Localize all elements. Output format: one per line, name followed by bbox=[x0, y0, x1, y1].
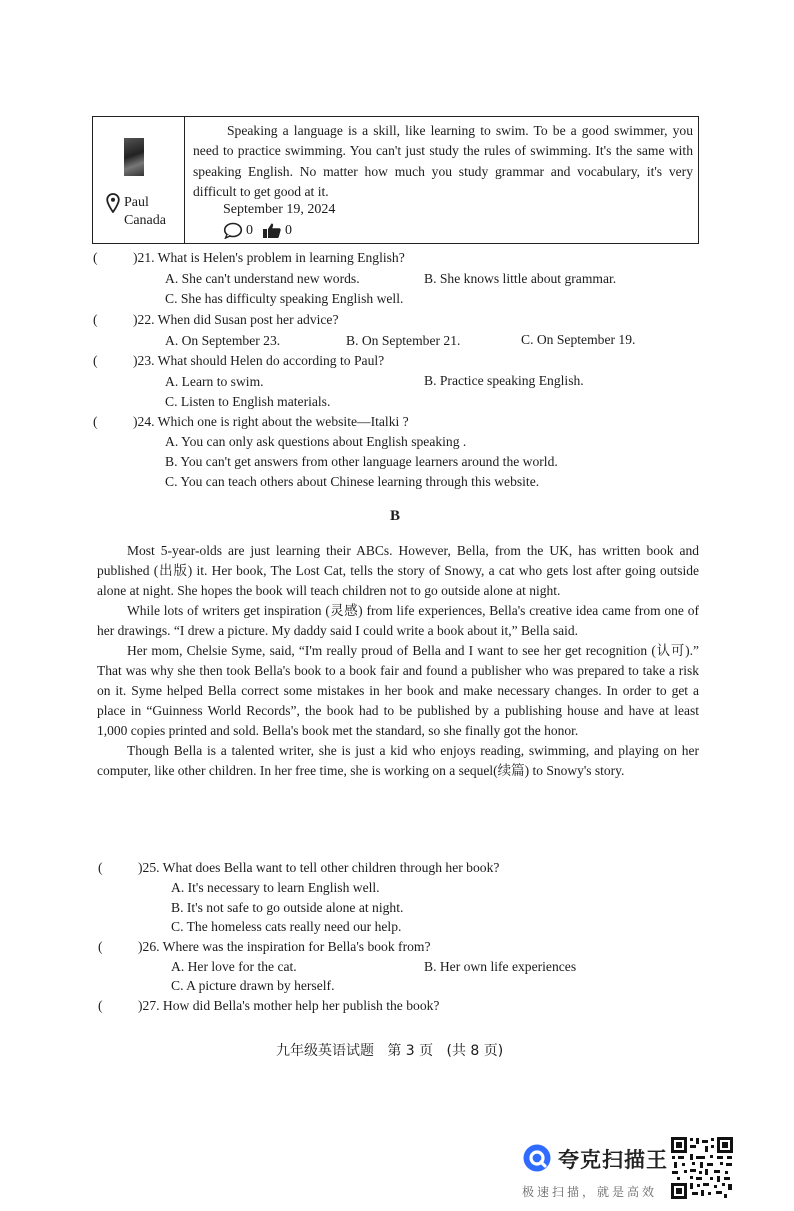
comment-count: 0 bbox=[246, 222, 253, 238]
author-info bbox=[124, 194, 166, 230]
option-c: C. The homeless cats really need our help. bbox=[171, 919, 402, 934]
option-b: B. It's not safe to go outside alone at night. bbox=[171, 900, 404, 915]
scanner-logo-icon bbox=[522, 1143, 552, 1173]
option-b: B. She knows little about grammar. bbox=[424, 271, 617, 286]
question-stem: )26. Where was the inspiration for Bella's book from? bbox=[138, 939, 431, 954]
location-pin-icon bbox=[106, 193, 120, 213]
scanner-app-name: 夸克扫描王 bbox=[558, 1148, 668, 1172]
option-c: C. Listen to English materials. bbox=[165, 394, 331, 409]
scanner-slogan: 极速扫描，就是高效 bbox=[522, 1185, 658, 1199]
comment-icon bbox=[223, 222, 243, 239]
option-a: A. Learn to swim. bbox=[165, 374, 264, 389]
option-c: C. A picture drawn by herself. bbox=[171, 978, 335, 993]
question-stem: )22. When did Susan post her advice? bbox=[133, 312, 339, 327]
author-avatar bbox=[124, 138, 144, 176]
option-b: B. On September 21. bbox=[346, 333, 461, 348]
post-date: September 19, 2024 bbox=[223, 202, 336, 217]
question-stem: )21. What is Helen's problem in learning English? bbox=[133, 250, 405, 265]
answer-bracket: ( bbox=[98, 860, 103, 875]
option-a: A. Her love for the cat. bbox=[171, 959, 297, 974]
reading-passage bbox=[97, 541, 699, 781]
question-stem: )25. What does Bella want to tell other children through her book? bbox=[138, 860, 500, 875]
like-count: 0 bbox=[285, 222, 292, 238]
answer-bracket: ( bbox=[98, 998, 103, 1013]
option-c: C. On September 19. bbox=[521, 332, 636, 347]
option-a: A. On September 23. bbox=[165, 333, 281, 348]
post-text: Speaking a language is a skill, like learning to swim. To be a good swimmer, you need to practice swimming. You can't just study the rules of swimming. It's the same with speaking English. No matter how much you study grammar and vocabulary, it's very difficult to get good at it. bbox=[193, 123, 693, 199]
post-stats bbox=[223, 222, 292, 239]
option-a: A. It's necessary to learn English well. bbox=[171, 880, 380, 895]
author-country: Canada bbox=[124, 213, 166, 228]
page-footer: 九年级英语试题 第 3 页 (共 8 页) bbox=[276, 1043, 504, 1059]
option-c: C. You can teach others about Chinese learning through this website. bbox=[165, 474, 540, 489]
author-name: Paul bbox=[124, 195, 149, 210]
passage-paragraph: Her mom, Chelsie Syme, said, “I'm really proud of Bella and I want to see her get recognition (认可).” That was why she then took Bella's book to a book fair and found a publisher who was prepared to take a risk on it. Syme helped Bella correct some mistakes in her book and make necessary changes. In order to get a place in “Guinness World Records”, the book had to be published by a publishing house and have at least 1,000 copies printed and sold. Bella's book met the standard, so she finally got the honor. bbox=[97, 643, 699, 738]
option-b: B. Her own life experiences bbox=[424, 959, 577, 974]
answer-bracket: ( bbox=[93, 250, 98, 265]
question-stem: )27. How did Bella's mother help her publish the book? bbox=[138, 998, 440, 1013]
question-stem: )24. Which one is right about the website—Italki ? bbox=[133, 414, 409, 429]
option-b: B. You can't get answers from other language learners around the world. bbox=[165, 454, 558, 469]
answer-bracket: ( bbox=[93, 414, 98, 429]
answer-bracket: ( bbox=[93, 312, 98, 327]
option-c: C. She has difficulty speaking English well. bbox=[165, 291, 404, 306]
question-stem: )23. What should Helen do according to Paul? bbox=[133, 353, 385, 368]
option-b: B. Practice speaking English. bbox=[424, 373, 584, 388]
option-a: A. She can't understand new words. bbox=[165, 271, 360, 286]
answer-bracket: ( bbox=[93, 353, 98, 368]
passage-paragraph: Most 5-year-olds are just learning their ABCs. However, Bella, from the UK, has written book and published (出版) it. Her book, The Lost Cat, tells the story of Snowy, a cat who gets lost after going outside alone at night. She hopes the book will teach children not to go outside alone at night. bbox=[97, 543, 699, 598]
post-card bbox=[92, 116, 699, 244]
passage-paragraph: While lots of writers get inspiration (灵感) from life experiences, Bella's creative idea came from one of her drawings. “I drew a picture. My daddy said I could write a book about it,” Bella said. bbox=[97, 603, 699, 638]
option-a: A. You can only ask questions about English speaking . bbox=[165, 434, 467, 449]
answer-bracket: ( bbox=[98, 939, 103, 954]
thumbs-up-icon bbox=[262, 222, 282, 239]
post-body bbox=[193, 121, 693, 202]
section-title: B bbox=[390, 508, 401, 524]
passage-paragraph: Though Bella is a talented writer, she is just a kid who enjoys reading, swimming, and playing on her computer, like other children. In her free time, she is working on a sequel(续篇) to Snowy's story. bbox=[97, 743, 699, 778]
qr-code-icon bbox=[670, 1136, 734, 1200]
post-author-panel bbox=[93, 117, 185, 243]
